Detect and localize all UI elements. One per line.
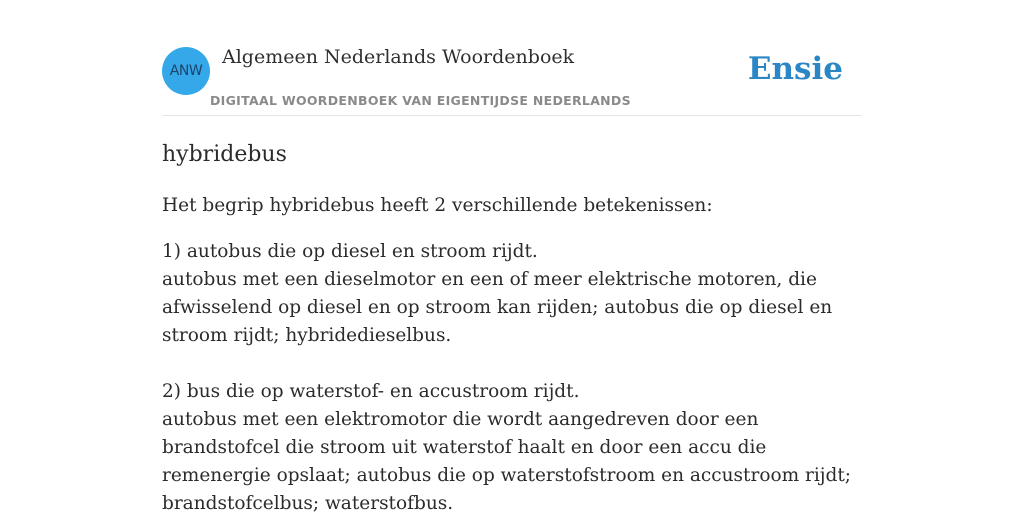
meaning-item (162, 378, 862, 518)
site-header (162, 44, 862, 116)
entry-term: hybridebus (162, 142, 287, 167)
meanings-list (162, 238, 862, 518)
meaning-definition: autobus met een dieselmotor en een of meer elektrische motoren, die afwisselend op diesel en op stroom kan rijden; autobus die op diesel en stroom rijdt; hybridedieselbus. (162, 269, 833, 346)
entry-intro: Het begrip hybridebus heeft 2 verschillende betekenissen: (162, 195, 713, 216)
meaning-item (162, 238, 862, 350)
meaning-definition: autobus met een elektromotor die wordt aangedreven door een brandstofcel die stroom uit waterstof haalt en door een accu die remenergie opslaat; autobus die op waterstofstroom en accustroom rijdt; brandstofcelbus; waterstofbus. (162, 409, 852, 514)
anw-logo[interactable] (162, 47, 210, 95)
ensie-brand-link[interactable]: Ensie (747, 51, 843, 87)
logo-text: ANW (169, 63, 203, 79)
site-title[interactable]: Algemeen Nederlands Woordenboek (222, 46, 575, 68)
meaning-heading: 1) autobus die op diesel en stroom rijdt. (162, 241, 538, 262)
site-subtitle: DIGITAAL WOORDENBOEK VAN EIGENTIJDSE NEDERLANDS (210, 93, 631, 108)
meaning-heading: 2) bus die op waterstof- en accustroom rijdt. (162, 381, 580, 402)
entry-card (162, 44, 862, 518)
